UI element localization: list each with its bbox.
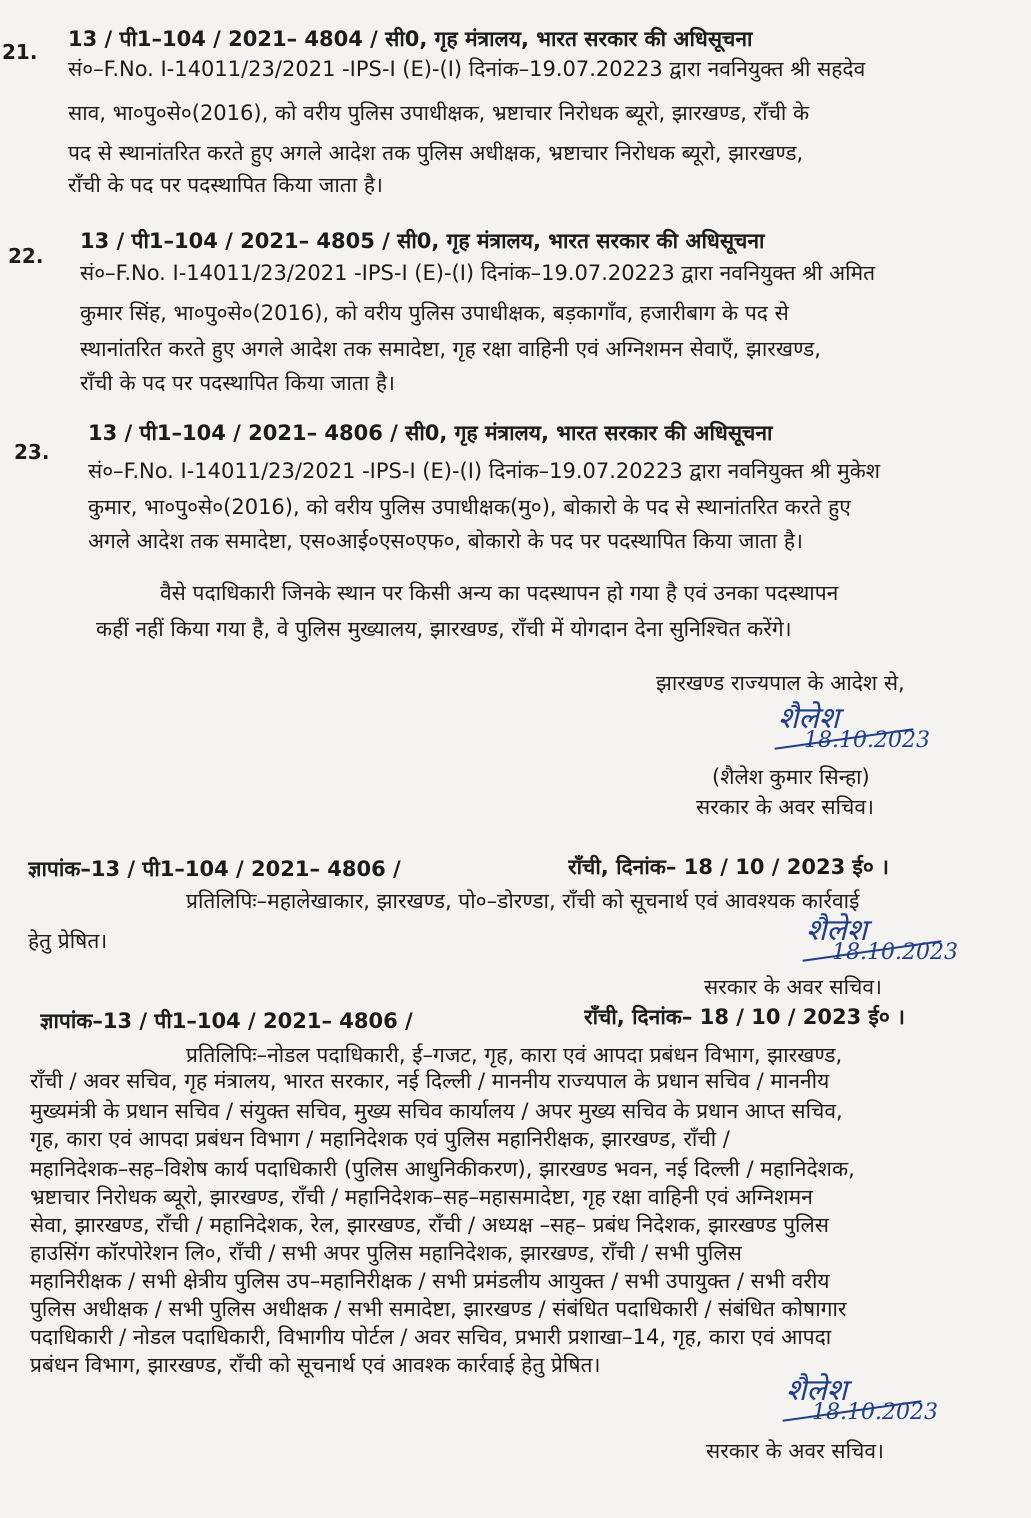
memo-line: महानिरीक्षक / सभी क्षेत्रीय पुलिस उप–महानिरीक्षक / सभी प्रमंडलीय आयुक्त / सभी उपायुक्त / सभी वरीय xyxy=(30,1269,830,1293)
paragraph-number: 21. xyxy=(2,40,38,64)
memo-line: हेतु प्रेषित। xyxy=(28,929,108,953)
memo-line: मुख्यमंत्री के प्रधान सचिव / संयुक्त सचिव, मुख्य सचिव कार्यालय / अपर मुख्य सचिव के प्रधान आप्त सचिव, xyxy=(30,1099,843,1123)
memo-line: राँची / अवर सचिव, गृह मंत्रालय, भारत सरकार, नई दिल्ली / माननीय राज्यपाल के प्रधान सचिव / माननीय xyxy=(30,1069,830,1093)
handwritten-signature xyxy=(806,913,958,965)
order-line: सं०–F.No. I-14011/23/2021 -IPS-I (E)-(I) दिनांक–19.07.20223 द्वारा नवनियुक्त श्री सहदेव xyxy=(68,57,866,81)
handwritten-signature xyxy=(778,701,930,753)
paragraph-number: 22. xyxy=(8,244,44,268)
memo-line: सेवा, झारखण्ड, राँची / महानिदेशक, रेल, झारखण्ड, राँची / अध्यक्ष –सह– प्रबंध निदेशक, झारखण्ड पुलिस xyxy=(30,1213,829,1237)
signatory-title: सरकार के अवर सचिव। xyxy=(706,1439,885,1463)
memo-line: प्रतिलिपिः–नोडल पदाधिकारी, ई–गजट, गृह, कारा एवं आपदा प्रबंधन विभाग, झारखण्ड, xyxy=(186,1043,843,1067)
paragraph-number: 23. xyxy=(14,440,50,464)
signature-date: 18.10.2023 xyxy=(832,940,958,965)
order-line: पद से स्थानांतरित करते हुए अगले आदेश तक पुलिस अधीक्षक, भ्रष्टाचार निरोधक ब्यूरो, झारखण्ड, xyxy=(68,141,804,165)
order-line: राँची के पद पर पदस्थापित किया जाता है। xyxy=(68,173,384,197)
memo-line: पुलिस अधीक्षक / सभी पुलिस अधीक्षक / सभी समादेष्टा, झारखण्ड / संबंधित पदाधिकारी / संबंधित कोषागार xyxy=(30,1297,847,1321)
memo-line: भ्रष्टाचार निरोधक ब्यूरो, झारखण्ड, राँची / महानिदेशक–सह–महासमादेष्टा, गृह रक्षा वाहिनी एवं अग्निशमन xyxy=(30,1185,813,1209)
signatory-title: सरकार के अवर सचिव। xyxy=(704,975,883,999)
note-line: कहीं नहीं किया गया है, वे पुलिस मुख्यालय, झारखण्ड, राँची में योगदान देना सुनिश्चित करेंगे। xyxy=(96,617,792,641)
memo-place-date: राँची, दिनांक– 18 / 10 / 2023 ई० । xyxy=(568,855,890,879)
order-authority: झारखण्ड राज्यपाल के आदेश से, xyxy=(656,671,905,695)
signature-name: शैलेश xyxy=(778,701,840,736)
order-line: 13 / पी1–104 / 2021– 4805 / सी0, गृह मंत्रालय, भारत सरकार की अधिसूचना xyxy=(80,229,765,253)
signature-name: शैलेश xyxy=(786,1373,848,1408)
memo-reference: ज्ञापांक–13 / पी1–104 / 2021– 4806 / xyxy=(40,1009,413,1033)
signature-date: 18.10.2023 xyxy=(804,728,930,753)
order-line: सं०–F.No. I-14011/23/2021 -IPS-I (E)-(I) दिनांक–19.07.20223 द्वारा नवनियुक्त श्री अमित xyxy=(80,261,876,285)
handwritten-signature xyxy=(786,1373,938,1425)
order-line: स्थानांतरित करते हुए अगले आदेश तक समादेष्टा, गृह रक्षा वाहिनी एवं अग्निशमन सेवाएँ, झारखण्ड, xyxy=(80,337,821,361)
signature-date: 18.10.2023 xyxy=(812,1400,938,1425)
order-line: साव, भा०पु०से०(2016), को वरीय पुलिस उपाधीक्षक, भ्रष्टाचार निरोधक ब्यूरो, झारखण्ड, राँची के xyxy=(68,101,810,125)
order-line: कुमार सिंह, भा०पु०से०(2016), को वरीय पुलिस उपाधीक्षक, बड़कागाँव, हजारीबाग के पद से xyxy=(80,301,789,325)
order-line: अगले आदेश तक समादेष्टा, एस०आई०एस०एफ०, बोकारो के पद पर पदस्थापित किया जाता है। xyxy=(88,529,803,553)
signatory-name: (शैलेश कुमार सिन्हा) xyxy=(712,765,870,789)
signatory-title: सरकार के अवर सचिव। xyxy=(696,795,875,819)
memo-line: प्रतिलिपिः–महालेखाकार, झारखण्ड, पो०–डोरण्डा, राँची को सूचनार्थ एवं आवश्यक कार्रवाई xyxy=(186,889,860,913)
note-line: वैसे पदाधिकारी जिनके स्थान पर किसी अन्य का पदस्थापन हो गया है एवं उनका पदस्थापन xyxy=(160,581,839,605)
order-line: कुमार, भा०पु०से०(2016), को वरीय पुलिस उपाधीक्षक(मु०), बोकारो के पद से स्थानांतरित करते हुए xyxy=(88,495,851,519)
order-line: सं०–F.No. I-14011/23/2021 -IPS-I (E)-(I) दिनांक–19.07.20223 द्वारा नवनियुक्त श्री मुकेश xyxy=(88,459,881,483)
order-line: राँची के पद पर पदस्थापित किया जाता है। xyxy=(80,371,396,395)
order-line: 13 / पी1–104 / 2021– 4806 / सी0, गृह मंत्रालय, भारत सरकार की अधिसूचना xyxy=(88,421,773,445)
memo-reference: ज्ञापांक–13 / पी1–104 / 2021– 4806 / xyxy=(28,857,401,881)
signature-name: शैलेश xyxy=(806,913,868,948)
memo-line: पदाधिकारी / नोडल पदाधिकारी, विभागीय पोर्टल / अवर सचिव, प्रभारी प्रशाखा–14, गृह, कारा एवं आपदा xyxy=(30,1325,832,1349)
memo-line: हाउसिंग कॉरपोरेशन लि०, राँची / सभी अपर पुलिस महानिदेशक, झारखण्ड, राँची / सभी पुलिस xyxy=(30,1241,742,1265)
memo-line: प्रबंधन विभाग, झारखण्ड, राँची को सूचनार्थ एवं आवश्क कार्रवाई हेतु प्रेषित। xyxy=(30,1353,601,1377)
order-line: 13 / पी1–104 / 2021– 4804 / सी0, गृह मंत्रालय, भारत सरकार की अधिसूचना xyxy=(68,27,753,51)
memo-place-date: राँची, दिनांक– 18 / 10 / 2023 ई० । xyxy=(584,1005,906,1029)
memo-line: गृह, कारा एवं आपदा प्रबंधन विभाग / महानिदेशक एवं पुलिस महानिरीक्षक, झारखण्ड, राँची / xyxy=(30,1127,730,1151)
memo-line: महानिदेशक–सह–विशेष कार्य पदाधिकारी (पुलिस आधुनिकीकरण), झारखण्ड भवन, नई दिल्ली / महानिदेशक, xyxy=(30,1157,855,1181)
